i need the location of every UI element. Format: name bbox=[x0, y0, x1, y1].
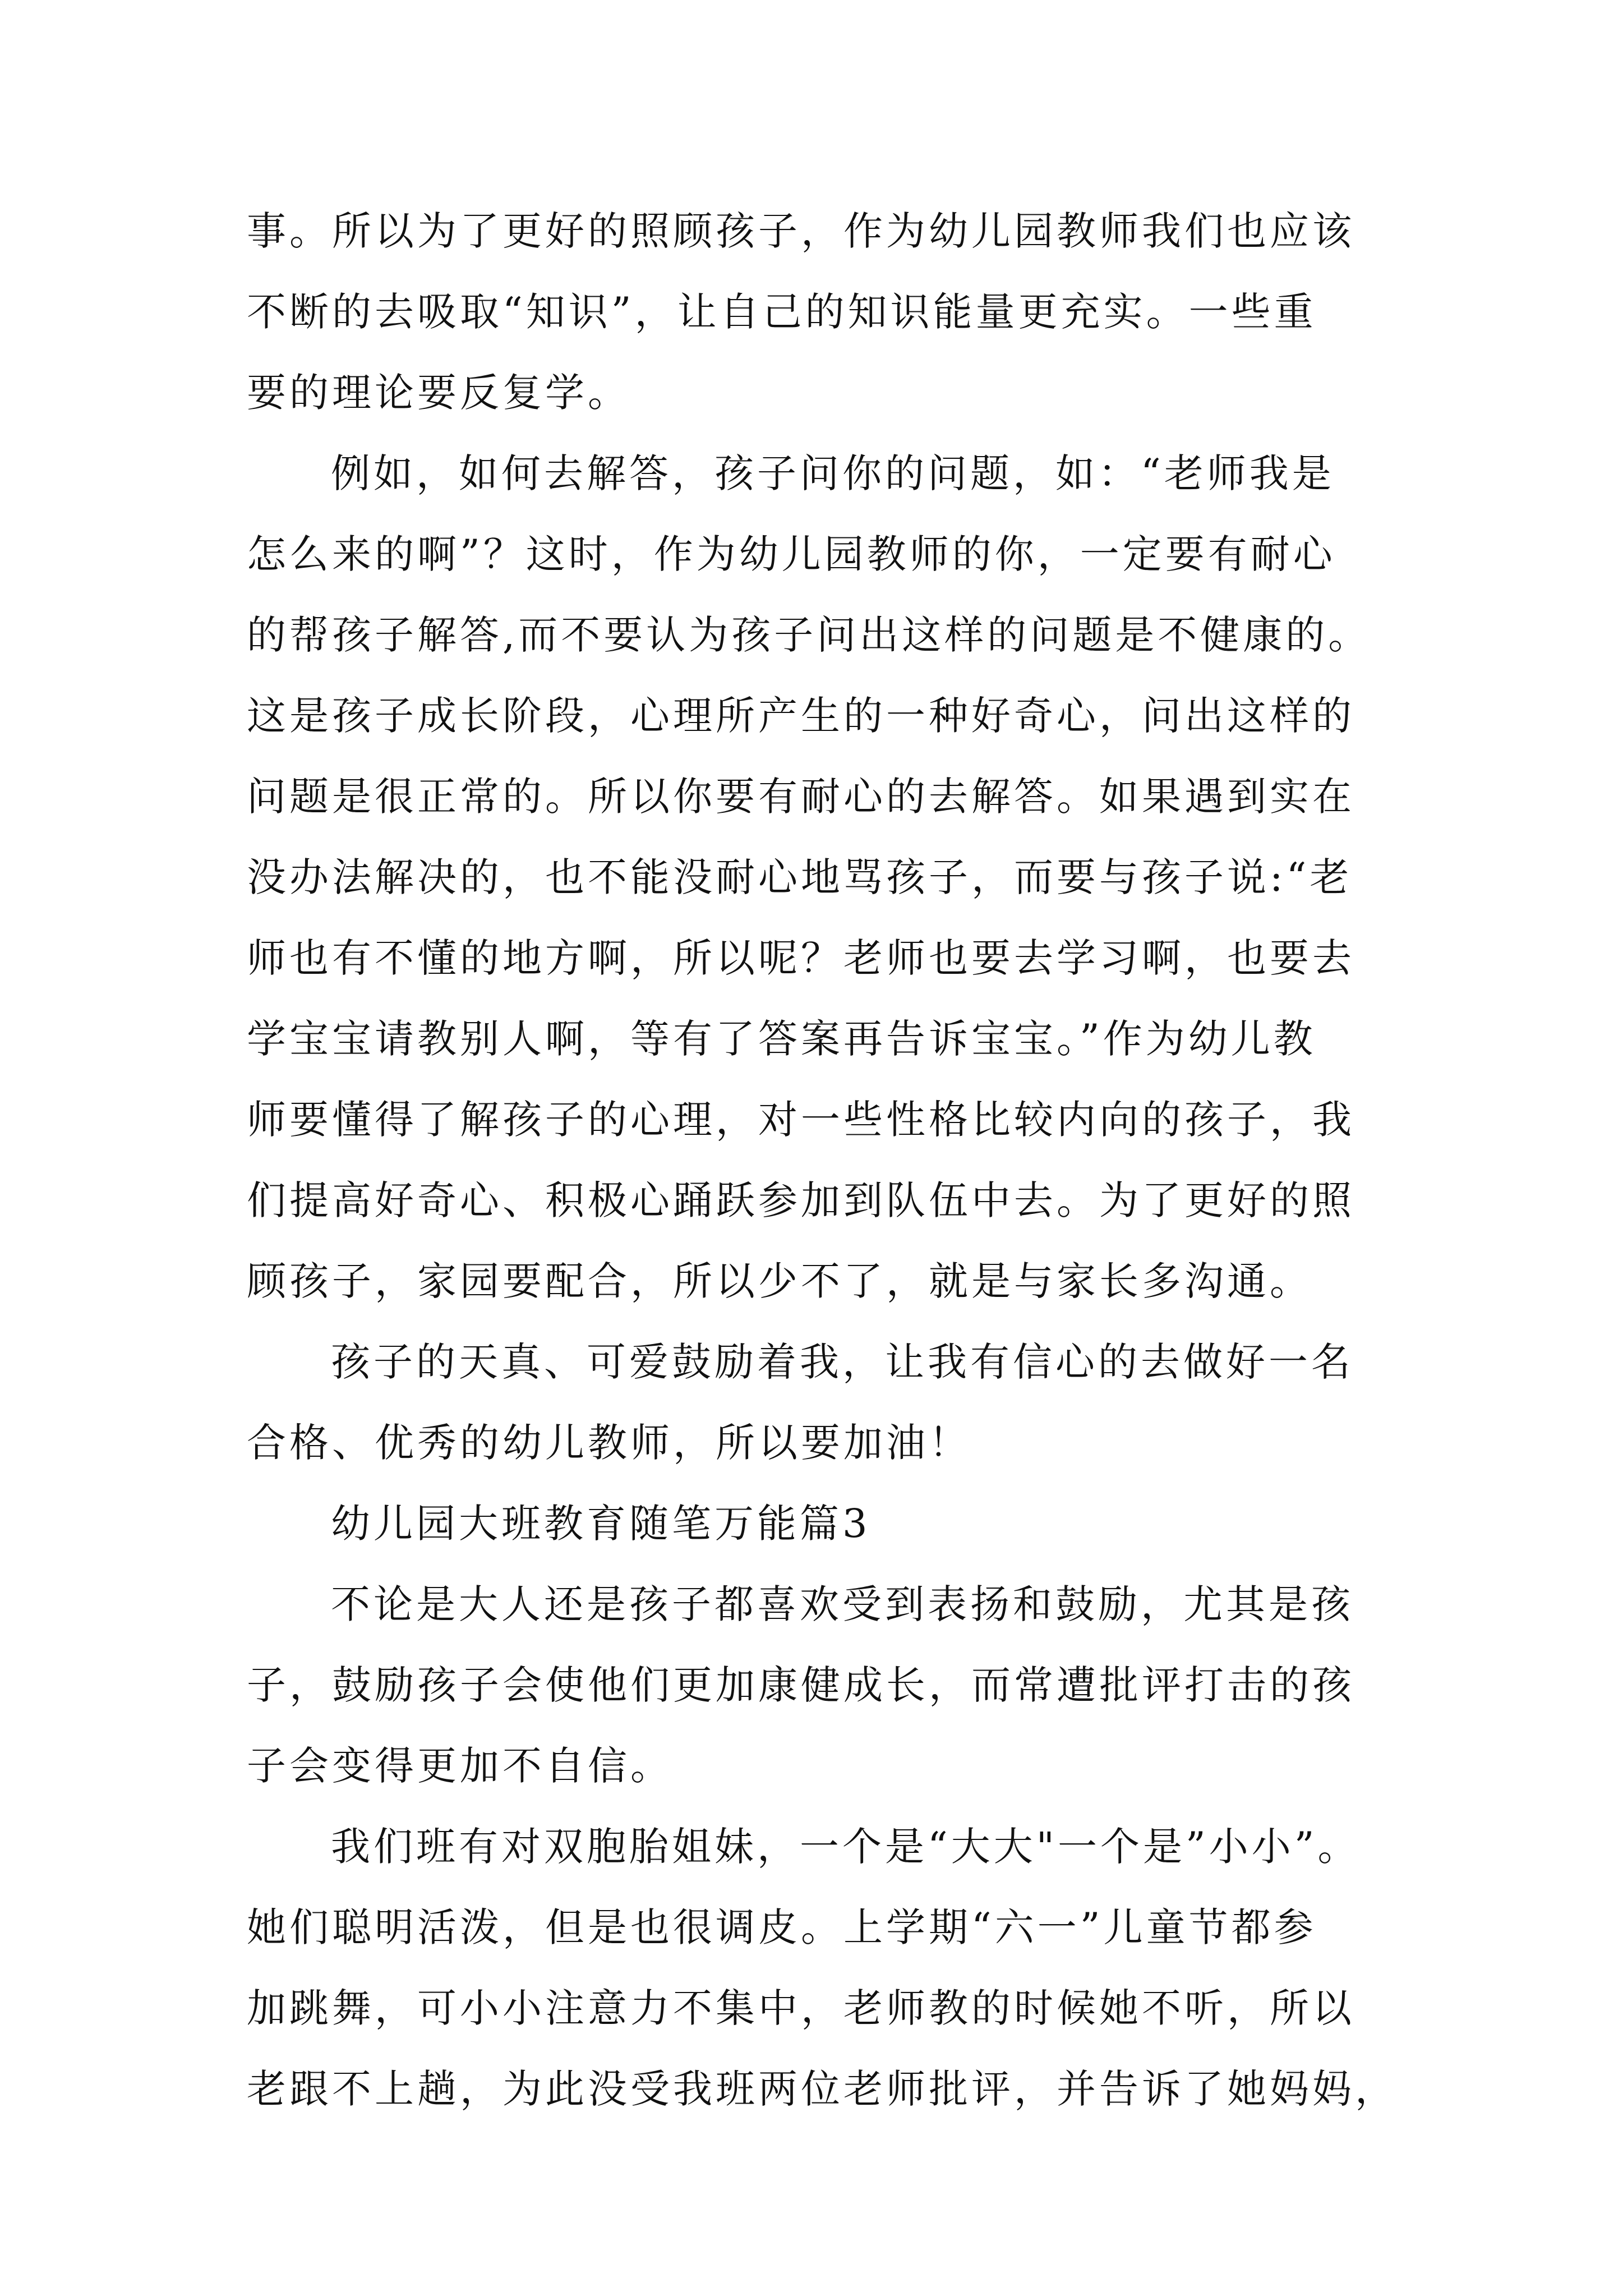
text-line: 加跳舞，可小小注意力不集中，老师教的时候她不听，所以 bbox=[247, 1985, 1355, 2031]
text-line: 学宝宝请教别人啊，等有了答案再告诉宝宝。”作为幼儿教 bbox=[247, 1016, 1316, 1062]
text-line: 怎么来的啊”？这时，作为幼儿园教师的你，一定要有耐心 bbox=[247, 531, 1336, 577]
text-line: 子会变得更加不自信。 bbox=[247, 1743, 673, 1789]
paragraph-start-line: 例如，如何去解答，孩子问你的问题，如：“老师我是 bbox=[331, 450, 1335, 496]
document-body bbox=[247, 191, 1398, 2129]
text-line: 合格、优秀的幼儿教师，所以要加油！ bbox=[247, 1420, 971, 1466]
text-line: 不断的去吸取“知识”，让自己的知识能量更充实。一些重 bbox=[247, 289, 1317, 335]
text-line: 要的理论要反复学。 bbox=[247, 370, 630, 416]
paragraph-start-line: 孩子的天真、可爱鼓励着我，让我有信心的去做好一名 bbox=[331, 1339, 1354, 1385]
text-line: 顾孩子，家园要配合，所以少不了，就是与家长多沟通。 bbox=[247, 1258, 1312, 1304]
text-line: 子，鼓励孩子会使他们更加康健成长，而常遭批评打击的孩 bbox=[247, 1662, 1355, 1708]
text-line: 问题是很正常的。所以你要有耐心的去解答。如果遇到实在 bbox=[247, 774, 1355, 820]
text-line: 师要懂得了解孩子的心理，对一些性格比较内向的孩子，我 bbox=[247, 1097, 1355, 1143]
paragraph-start-line: 我们班有对双胞胎姐妹，一个是“大大"一个是”小小”。 bbox=[331, 1824, 1361, 1870]
text-line: 她们聪明活泼，但是也很调皮。上学期“六一”儿童节都参 bbox=[247, 1904, 1317, 1950]
section-heading: 幼儿园大班教育随笔万能篇3 bbox=[331, 1501, 871, 1547]
text-line: 们提高好奇心、积极心踊跃参加到队伍中去。为了更好的照 bbox=[247, 1177, 1355, 1223]
text-line: 师也有不懂的地方啊，所以呢？老师也要去学习啊，也要去 bbox=[247, 935, 1355, 981]
paragraph-start-line: 不论是大人还是孩子都喜欢受到表扬和鼓励，尤其是孩 bbox=[331, 1581, 1354, 1627]
text-line: 事。所以为了更好的照顾孩子，作为幼儿园教师我们也应该 bbox=[247, 208, 1355, 254]
text-line: 老跟不上趟，为此没受我班两位老师批评，并告诉了她妈妈， bbox=[247, 2066, 1398, 2112]
text-line: 没办法解决的，也不能没耐心地骂孩子，而要与孩子说:“老 bbox=[247, 854, 1353, 900]
text-line: 这是孩子成长阶段，心理所产生的一种好奇心，问出这样的 bbox=[247, 693, 1355, 739]
text-line: 的帮孩子解答,而不要认为孩子问出这样的问题是不健康的。 bbox=[247, 612, 1371, 658]
